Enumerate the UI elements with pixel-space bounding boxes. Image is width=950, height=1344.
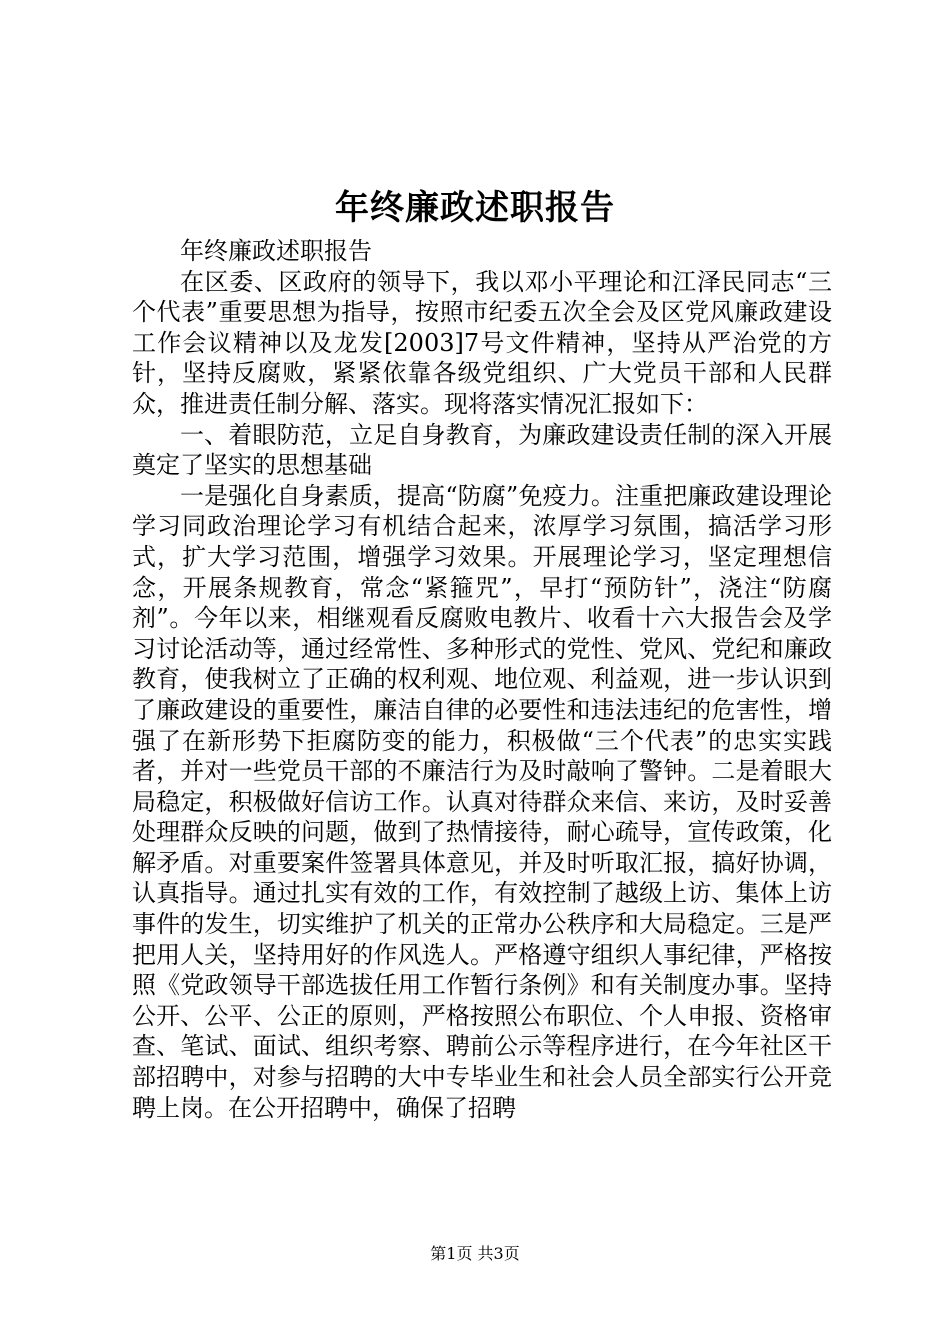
page-footer: 第1页 共3页 bbox=[430, 1244, 520, 1263]
document-body bbox=[132, 236, 832, 1123]
paragraph-body: 一是强化自身素质，提高“防腐”免疫力。注重把廉政建设理论学习同政治理论学习有机结合起来，浓厚学习氛围，搞活学习形式，扩大学习范围，增强学习效果。开展理论学习，坚定理想信念，开展条规教育，常念“紧箍咒”，早打“预防针”，浇注“防腐剂”。今年以来，相继观看反腐败电教片、收看十六大报告会及学习讨论活动等，通过经常性、多种形式的党性、党风、党纪和廉政教育，使我树立了正确的权利观、地位观、利益观，进一步认识到了廉政建设的重要性，廉洁自律的必要性和违法违纪的危害性，增强了在新形势下拒腐防变的能力，积极做“三个代表”的忠实实践者，并对一些党员干部的不廉洁行为及时敲响了警钟。二是着眼大局稳定，积极做好信访工作。认真对待群众来信、来访，及时妥善处理群众反映的问题，做到了热情接待，耐心疏导，宣传政策，化解矛盾。对重要案件签署具体意见，并及时听取汇报，搞好协调，认真指导。通过扎实有效的工作，有效控制了越级上访、集体上访事件的发生，切实维护了机关的正常办公秩序和大局稳定。三是严把用人关，坚持用好的作风选人。严格遵守组织人事纪律，严格按照《党政领导干部选拔任用工作暂行条例》和有关制度办事。坚持公开、公平、公正的原则，严格按照公布职位、个人申报、资格审查、笔试、面试、组织考察、聘前公示等程序进行，在今年社区干部招聘中，对参与招聘的大中专毕业生和社会人员全部实行公开竞聘上岗。在公开招聘中，确保了招聘 bbox=[132, 481, 832, 1122]
paragraph-section-heading: 一、着眼防范，立足自身教育，为廉政建设责任制的深入开展奠定了坚实的思想基础 bbox=[132, 420, 832, 480]
document-title: 年终廉政述职报告 bbox=[335, 188, 615, 228]
paragraph-subtitle: 年终廉政述职报告 bbox=[180, 237, 372, 265]
paragraph-intro: 在区委、区政府的领导下，我以邓小平理论和江泽民同志“三个代表”重要思想为指导，按照市纪委五次全会及区党风廉政建设工作会议精神以及龙发[2003]7号文件精神，坚持从严治党的方针，坚持反腐败，紧紧依靠各级党组织、广大党员干部和人民群众，推进责任制分解、落实。现将落实情况汇报如下： bbox=[132, 267, 832, 418]
